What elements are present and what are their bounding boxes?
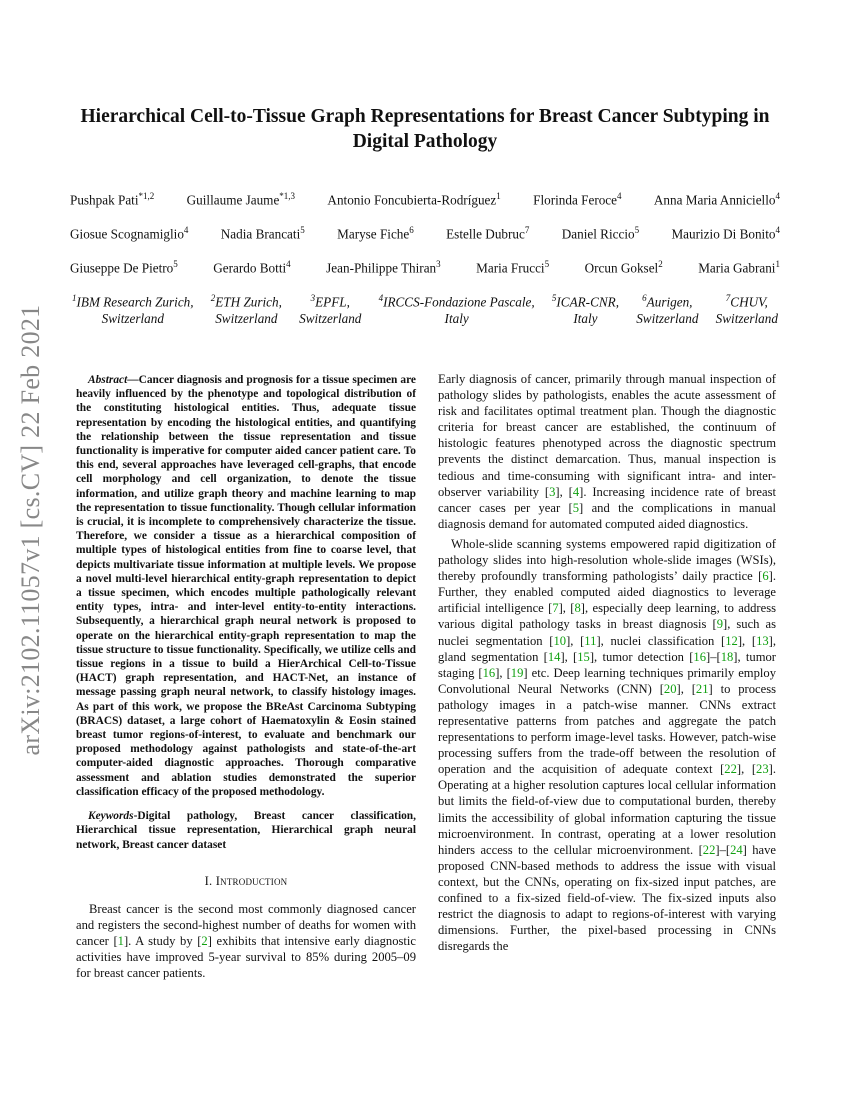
citation-link[interactable]: 5: [572, 500, 580, 515]
author: Jean-Philippe Thiran$^3$: [326, 259, 441, 276]
arxiv-sidebar-stamp: [6, 200, 56, 860]
abstract-heading: Abstract: [88, 374, 128, 386]
affiliation: $^7$CHUV, Switzerland: [715, 293, 778, 327]
affiliation: $^1$IBM Research Zurich, Switzerland: [72, 293, 194, 327]
author-row-1: [70, 191, 780, 225]
keywords-heading: Keywords: [88, 810, 134, 823]
author: Florinda Feroce$^4$: [533, 191, 622, 208]
author: Nadia Brancati$^5$: [220, 225, 305, 242]
author: Daniel Riccio$^5$: [561, 225, 640, 242]
citation-link[interactable]: 23: [756, 762, 769, 777]
abstract: Abstract—Cancer diagnosis and prognosis for a tissue specimen are heavily influenced by the phenotype and topological distribution of the constituting histological entities. Thus, adequate tissue representation by encoding the histological entities, and quantifying the relationship between the tissue representation and tissue functionality is imperative for computer aided cancer patient care. To this end, several approaches have leveraged cell-graphs, that encode cell morphology and cell organization, to denote the tissue information, and utilize graph theory and machine learning to map the representation to tissue functionality. Though cellular information is crucial, it is incomplete to comprehensively characterize the tissue. Therefore, we consider a tissue as a hierarchical composition of multiple types of histological entities from fine to coarse level, that depicts multivariate tissue information at multiple levels. We propose a novel multi-level hierarchical entity-graph representation to depict a tissue specimen, which encodes multiple pathologically relevant entity types, intra- and inter-level entity-to-entity interactions. Subsequently, a hierarchical graph neural network is proposed to operate on the hierarchical entity-graph representation to map the tissue structure to tissue functionality. Specifically, we utilize cells and tissue regions in a tissue to build a HierArchical Cell-to-Tissue (HACT) graph representation, and HACT-Net, an instance of message passing graph neural network, to classify histology images. As part of this work, we propose the BReAst Carcinoma Subtyping (BRACS) dataset, a large cohort of Haematoxylin & Eosin stained breast tumor regions-of-interest, to evaluate and benchmark our proposed methodology against pathologists and state-of-the-art computer-aided diagnostic approaches. Thorough comparative assessment and ablation studies demonstrated the superior classification efficacy of the proposed methodology.: [76, 374, 416, 798]
author-list: [70, 191, 780, 293]
author: Orcun Goksel$^2$: [584, 259, 663, 276]
citation-link[interactable]: 20: [663, 681, 677, 696]
author: Pushpak Pati$^{*1,2}$: [70, 191, 155, 208]
intro-paragraph-3: Whole-slide scanning systems empowered rapid digitization of pathology slides into high-resolution whole-slide images (WSIs), thereby profoundly transforming pathologists’ daily practice [6]. Further, they enabled computed aided diagnostics to leverage artificial intelligence [7], [8], especially deep learning, to address various digital pathology tasks in breast diagnosis [9], such as nuclei segmentation [10], [11], nuclei classification [12], [13], gland segmentation [14], [15], tumor detection [16]–[18], tumor staging [16], [19] etc. Deep learning techniques primarily employ Convolutional Neural Networks (CNN) [20], [21] to process pathology images in a patch-wise manner. CNNs extract representative patterns from patches and aggregate the patch representations to perform image-level tasks. However, patch-wise processing suffers from the trade-off between the resolution of operation and the acquisition of adequate context [22], [23]. Operating at a higher resolution captures local cellular information but limits the field-of-view due to computational burden, thereby limits the accessibility of global information capturing the tissue microenvironment. In contrast, operating at a lower resolution hinders access to the cellular microenvironment. [22]–[24] have proposed CNN-based methods to address the issue with visual context, but the CNNs, operating on fix-sized input patches, are confined to a fix-sized field-of-view. The fix-sized inputs also restrict the diagnosis to adapt to regions-of-interest with varying dimensions. Further, the pixel-based processing in CNNs disregards the: [438, 536, 777, 954]
abstract-text: Cancer diagnosis and prognosis for a tissue specimen are heavily influenced by the phenotype and topological distribution of the constituting histological entities. Thus, adequate tissue representation by encoding the histological entities, and quantifying the relationship between the tissue representation and tissue functionality is imperative for computer aided cancer patient care. To this end, several approaches have leveraged cell-graphs, that encode cell morphology and cell organization, to denote the tissue information, and utilize graph theory and machine learning to map the representation to tissue functionality. Though cellular information is crucial, it is incomplete to comprehensively characterize the tissue. Therefore, we consider a tissue as a hierarchical composition of multiple types of histological entities from fine to coarse level, that depicts multivariate tissue information at multiple levels. We propose a novel multi-level hierarchical entity-graph representation to depict a tissue specimen, which encodes multiple pathologically relevant entity types, intra- and inter-level entity-to-entity interactions. Subsequently, a hierarchical graph neural network is proposed to operate on the hierarchical entity-graph representation to map the tissue structure to tissue functionality. Specifically, we utilize cells and tissue regions in a tissue to build a HierArchical Cell-to-Tissue (HACT) graph representation, and HACT-Net, an instance of message passing graph neural network, to classify histology images. As part of this work, we propose the BReAst Carcinoma Subtyping (BRACS) dataset, a large cohort of Haematoxylin & Eosin stained breast tumor regions-of-interest, to evaluate and benchmark our proposed methodology against pathologists and state-of-the-art computer-aided diagnostic approaches. Thorough comparative assessment and ablation studies demonstrated the superior classification efficacy of the proposed methodology.: [76, 374, 416, 798]
author: Maryse Fiche$^6$: [337, 225, 414, 242]
citation-link[interactable]: 9: [716, 617, 723, 632]
paper-title: Hierarchical Cell-to-Tissue Graph Representations for Breast Cancer Subtyping in Digital Pathology: [80, 106, 770, 152]
author: Maria Frucci$^5$: [476, 259, 550, 276]
citation-link[interactable]: 10: [553, 633, 567, 648]
citation-link[interactable]: 22: [724, 762, 737, 777]
citation-link[interactable]: 22: [702, 842, 716, 857]
affiliation: $^5$ICAR-CNR, Italy: [551, 293, 620, 327]
citation-link[interactable]: 21: [695, 681, 709, 696]
citation-link[interactable]: 11: [584, 633, 597, 648]
author: Maurizio Di Bonito$^4$: [671, 225, 780, 242]
author: Maria Gabrani$^1$: [698, 259, 780, 276]
author: Estelle Dubruc$^7$: [446, 225, 530, 242]
author: Anna Maria Anniciello$^4$: [653, 191, 780, 208]
citation-link[interactable]: 2: [201, 934, 208, 949]
citation-link[interactable]: 16: [482, 665, 496, 680]
affiliation: $^4$IRCCS-Fondazione Pascale, Italy: [378, 293, 535, 327]
keywords: Keywords-Digital pathology, Breast cancer classification, Hierarchical tissue representation, Hierarchical graph neural network, Breast cancer dataset: [76, 810, 416, 851]
affiliation-list: [72, 290, 778, 327]
citation-link[interactable]: 7: [552, 601, 559, 616]
citation-link[interactable]: 4: [572, 484, 580, 499]
author: Guillaume Jaume$^{*1,3}$: [186, 191, 296, 208]
citation-link[interactable]: 19: [510, 665, 524, 680]
arxiv-identifier: arXiv:2102.11057v1 [cs.CV] 22 Feb 2021: [16, 304, 45, 756]
citation-link[interactable]: 12: [725, 633, 738, 648]
author-row-2: [70, 225, 780, 259]
author: Antonio Foncubierta-Rodríguez$^1$: [327, 191, 501, 208]
author: Giosue Scognamiglio$^4$: [70, 225, 189, 242]
intro-paragraph-2: Early diagnosis of cancer, primarily through manual inspection of pathology slides by pathologists, enables the acute assessment of risk and facilitates optimal treatment plan. Though the diagnostic criteria for breast cancer are established, the continuum of histologic features phenotyped across the diagnostic spectrum prevents the distinct demarcation. Thus, manual inspection is tedious and time-consuming with significant intra- and inter-observer variability [3], [4]. Increasing incidence rate of breast cancer cases per year [5] and the complications in manual diagnosis demand for automated computed aided diagnostics.: [438, 372, 777, 531]
affiliation: $^2$ETH Zurich, Switzerland: [210, 293, 282, 327]
author-row-3: [70, 259, 780, 293]
intro-paragraph-1: Breast cancer is the second most commonly diagnosed cancer and registers the second-highest number of deaths for women with cancer [1]. A study by [2] exhibits that intensive early diagnostic activities have improved 5-year survival to 85% during 2005–09 for breast cancer patients.: [76, 902, 416, 981]
citation-link[interactable]: 15: [577, 649, 590, 664]
citation-link[interactable]: 1: [117, 934, 124, 949]
citation-link[interactable]: 14: [547, 649, 561, 664]
keywords-text: Digital pathology, Breast cancer classification, Hierarchical tissue representation, Hierarchical graph neural network, Breast cancer dataset: [76, 810, 416, 851]
citation-link[interactable]: 13: [756, 633, 769, 648]
affiliation: $^3$EPFL, Switzerland: [299, 293, 362, 327]
author: Gerardo Botti$^4$: [213, 259, 291, 276]
citation-link[interactable]: 6: [762, 569, 769, 584]
affiliation: $^6$Aurigen, Switzerland: [636, 293, 699, 327]
citation-link[interactable]: 8: [574, 601, 581, 616]
section-heading-introduction: I. Introduction: [204, 873, 288, 888]
author: Giuseppe De Pietro$^5$: [70, 259, 178, 276]
citation-link[interactable]: 3: [549, 484, 556, 499]
left-column: [76, 373, 416, 981]
citation-link[interactable]: 18: [720, 649, 734, 664]
citation-link[interactable]: 16: [693, 649, 707, 664]
right-column: [438, 371, 776, 954]
citation-link[interactable]: 24: [730, 842, 743, 857]
